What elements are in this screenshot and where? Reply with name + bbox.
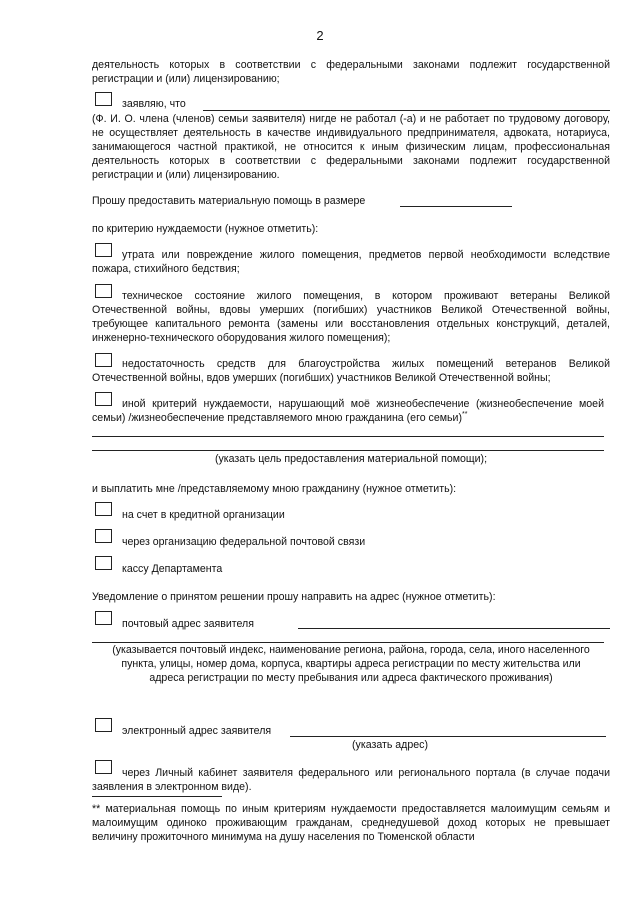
footnote-marker: **: [461, 411, 468, 418]
payment-checkbox-2[interactable]: [95, 529, 112, 543]
page-number: 2: [316, 28, 324, 43]
cabinet-text: через Личный кабинет заявителя федерального или регионального портала (в случае подачи заявления в электронном виде).: [92, 767, 610, 793]
purpose-line-2[interactable]: [92, 450, 604, 451]
postal-caption: (указывается почтовый индекс, наименование региона, района, города, села, иного населенного пункта, улицы, номер дома, корпуса, квартиры адреса регистрации по месту жительства или адреса регистрации по месту пребывания или адреса фактического проживания): [112, 644, 590, 684]
payment-option-2: через организацию федеральной почтовой связи: [122, 536, 366, 548]
email-line[interactable]: [290, 736, 606, 737]
postal-line-1[interactable]: [298, 628, 610, 629]
postal-checkbox[interactable]: [95, 611, 112, 625]
declare-label: заявляю, что: [122, 98, 186, 110]
criterion-text-3: недостаточность средств для благоустройства жилых помещений ветеранов Великой Отечественной войны, вдов умерших (погибших) участников Великой Отечественной войны;: [92, 358, 610, 384]
postal-label: почтовый адрес заявителя: [122, 618, 254, 630]
criterion-text-1: утрата или повреждение жилого помещения, предметов первой необходимости вследствие пожара, стихийного бедствия;: [92, 249, 610, 275]
payment-checkbox-3[interactable]: [95, 556, 112, 570]
footnote: ** материальная помощь по иным критериям нуждаемости предоставляется малоимущим семьям и малоимущим одиноко проживающим гражданам, среднедушевой доход которых не превышает величину прожиточного минимума на душу населения по Тюменской области: [92, 803, 610, 843]
payment-option-3: кассу Департамента: [122, 563, 223, 575]
continuation-text: деятельность которых в соответствии с федеральными законами подлежит государственной регистрации и (или) лицензированию;: [92, 59, 610, 85]
purpose-line-1[interactable]: [92, 436, 604, 437]
criteria-intro: по критерию нуждаемости (нужное отметить):: [92, 223, 319, 235]
declare-name-line[interactable]: [203, 110, 610, 111]
email-checkbox[interactable]: [95, 718, 112, 732]
notify-intro: Уведомление о принятом решении прошу направить на адрес (нужное отметить):: [92, 591, 496, 603]
amount-line[interactable]: [400, 206, 512, 207]
footnote-separator: [92, 796, 222, 797]
payment-option-1: на счет в кредитной организации: [122, 509, 285, 521]
declare-checkbox[interactable]: [95, 92, 112, 106]
declare-text: (Ф. И. О. члена (членов) семьи заявителя) нигде не работал (-а) и не работает по трудовому договору, не осуществляет деятельность в качестве индивидуального предпринимателя, адвоката, нотариуса, занимающегося частной практикой, не относится к иным физическим лицам, профессиональная деятельность которых в соответствии с федеральными законами подлежит государственной регистрации и (или) лицензированию.: [92, 113, 610, 181]
payment-intro: и выплатить мне /представляемому мною гражданину (нужное отметить):: [92, 483, 457, 495]
purpose-caption: (указать цель предоставления материальной помощи);: [214, 453, 488, 465]
payment-checkbox-1[interactable]: [95, 502, 112, 516]
request-amount-label: Прошу предоставить материальную помощь в размере: [92, 195, 366, 207]
criterion-text-2: техническое состояние жилого помещения, в котором проживают ветераны Великой Отечественной войны, вдовы умерших (погибших) участников Великой Отечественной войны, требующее капитального ремонта (замены или восстановления отдельных конструкций, деталей, инженерно-технического оборудования жилого помещения);: [92, 290, 610, 344]
email-label: электронный адрес заявителя: [122, 725, 272, 737]
criterion-text-4: иной критерий нуждаемости, нарушающий моё жизнеобеспечение (жизнеобеспечение моей семьи) /жизнеобеспечение представляемого мною гражданина (его семьи)**: [92, 398, 604, 424]
email-caption: (указать адрес): [352, 739, 428, 751]
